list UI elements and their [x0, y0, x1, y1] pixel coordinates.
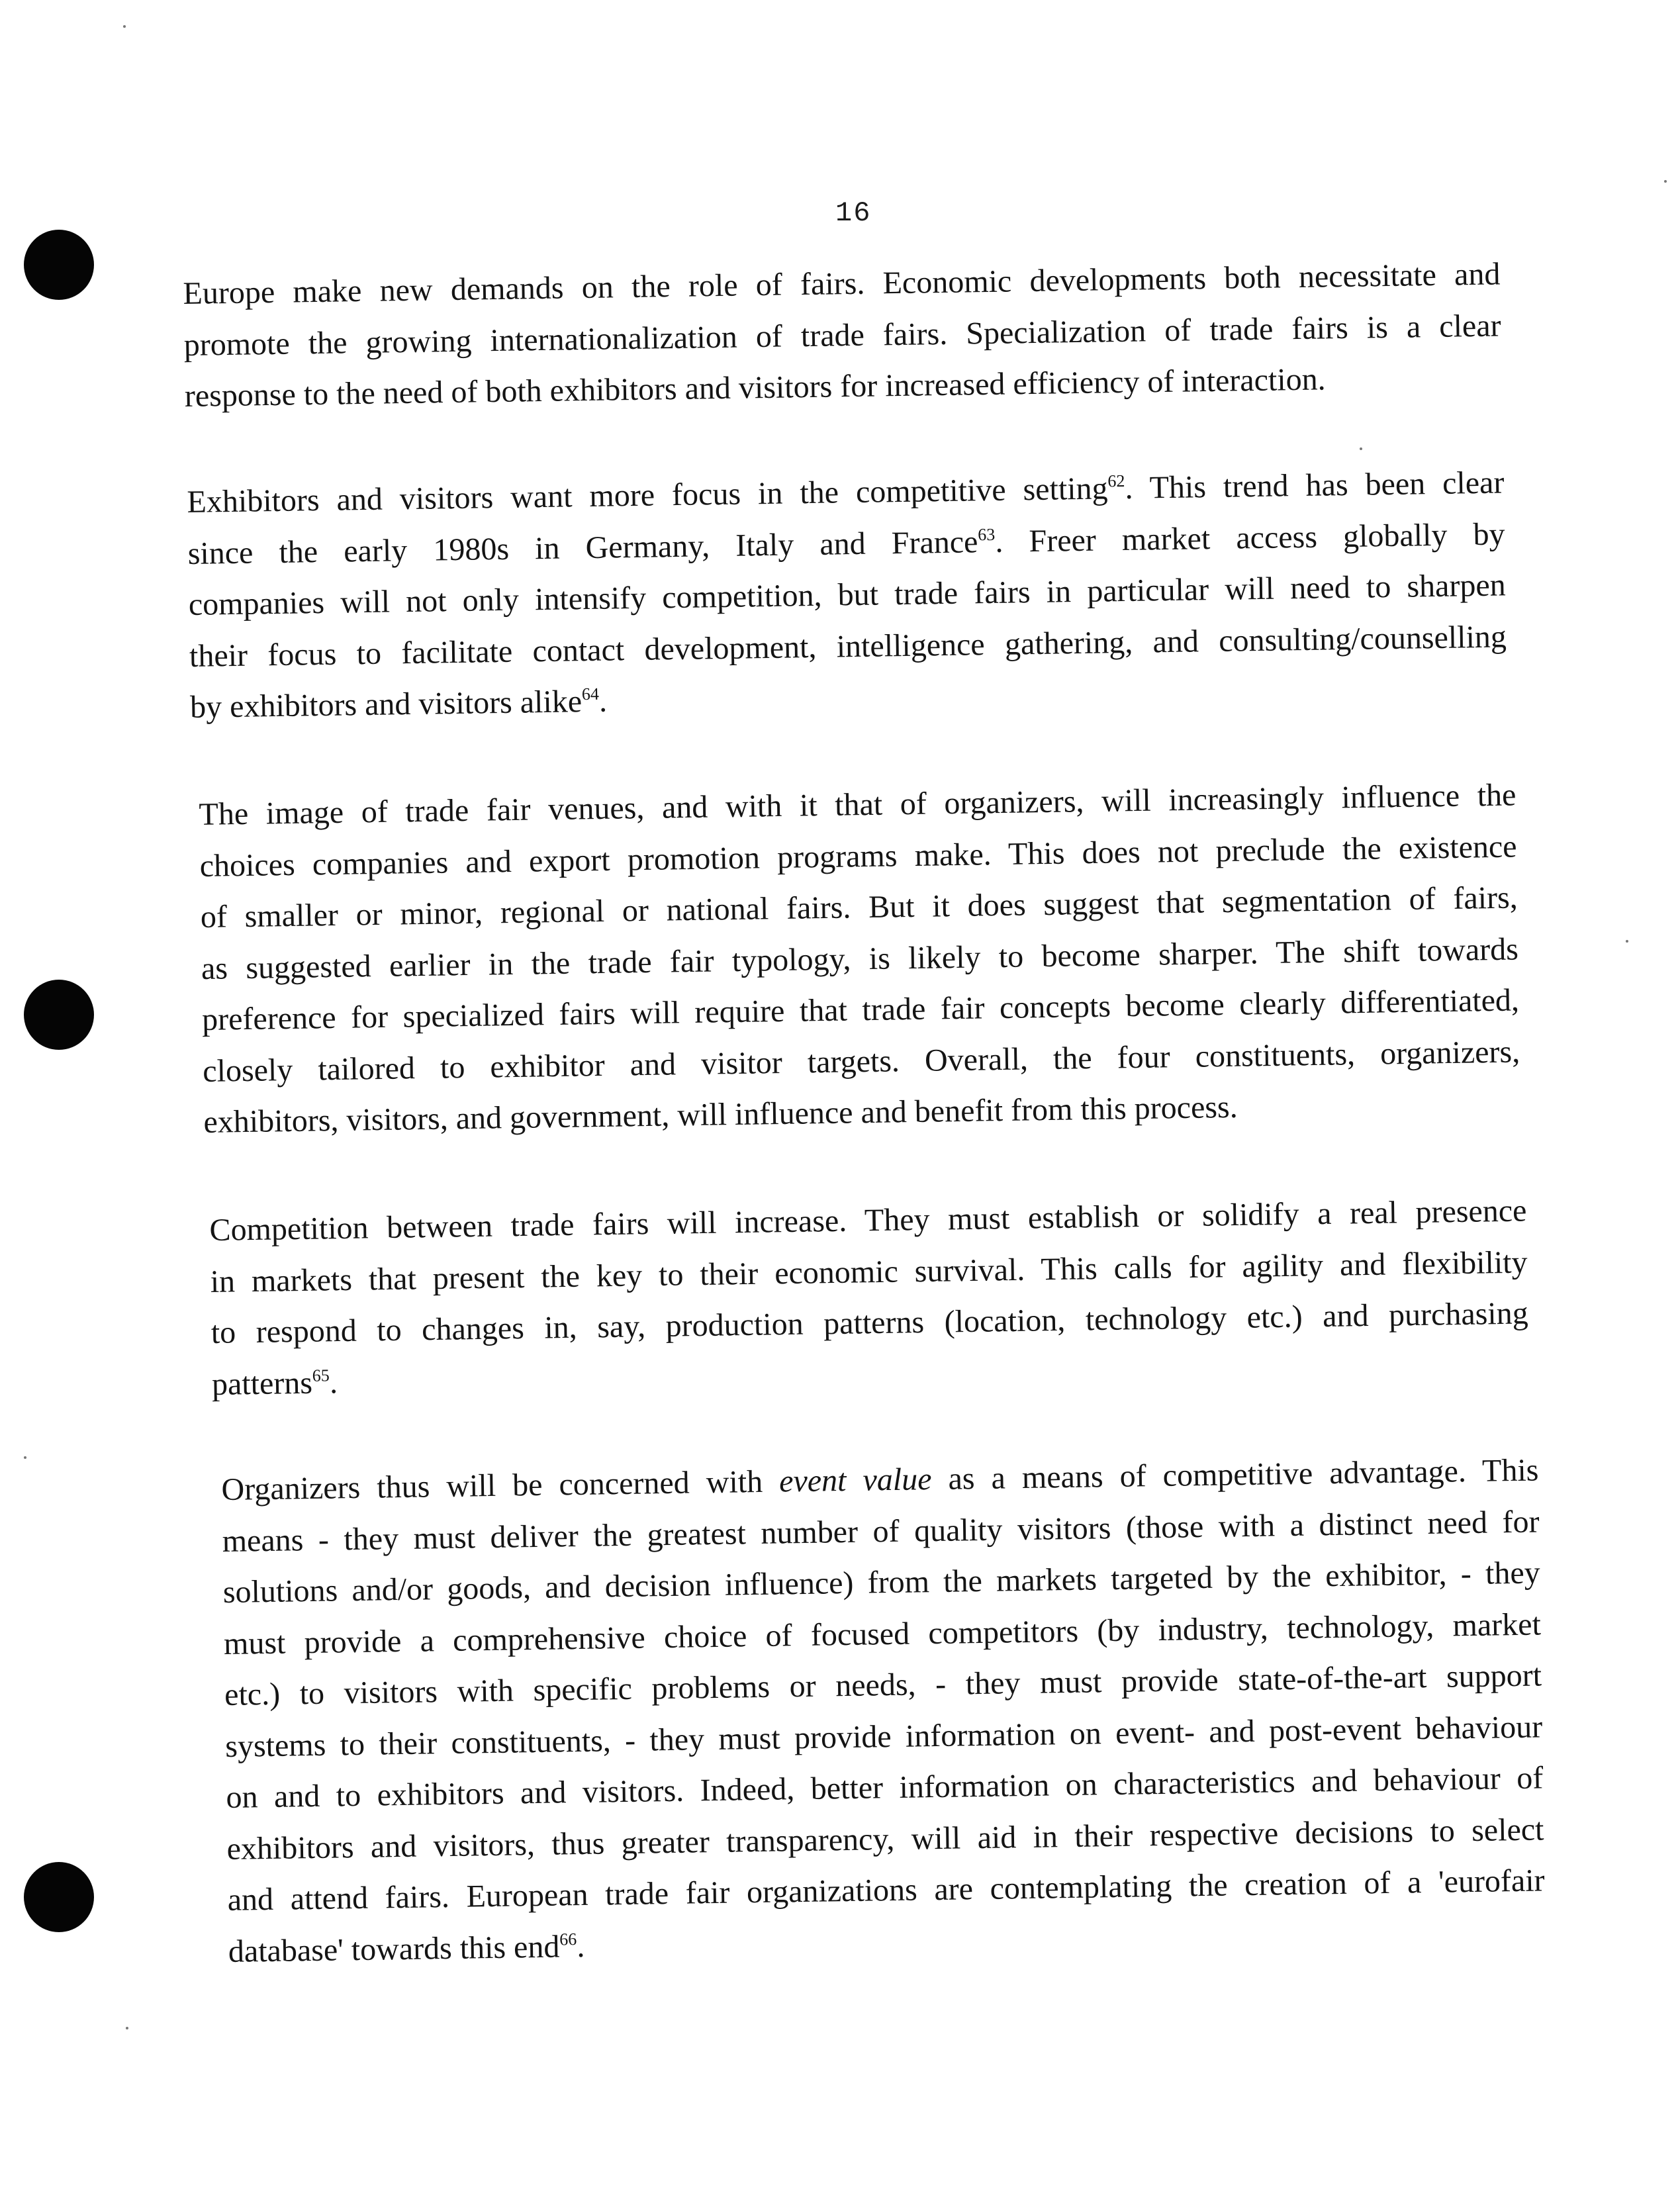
text-line: patterns$^{65}$. — [211, 1364, 338, 1402]
paragraph-1 — [183, 248, 1502, 422]
text-line: The image of trade fair venues, and with it that of organizers, will increasingly influence the — [199, 777, 1517, 832]
text-line: promote the growing internationalization of trade fairs. Specialization of trade fairs is a clear — [183, 307, 1501, 363]
scan-speck — [1626, 940, 1628, 943]
text-line: since the early 1980s in Germany, Italy and France$^{63}$. Freer market access globally by — [187, 516, 1505, 571]
footnote-ref: 63 — [978, 524, 996, 544]
text-line: their focus to facilitate contact development, intelligence gathering, and consulting/counselling — [189, 618, 1507, 674]
text-line: exhibitors, visitors, and government, will influence and benefit from this process. — [203, 1089, 1238, 1140]
text-line: database' towards this end$^{66}$. — [228, 1928, 585, 1969]
text-line: response to the need of both exhibitors and visitors for increased efficiency of interaction. — [184, 361, 1326, 414]
paragraph-4 — [209, 1185, 1529, 1409]
text-line: means - they must deliver the greatest number of quality visitors (those with a distinct need for — [222, 1503, 1540, 1559]
emphasis-text: event value — [778, 1462, 932, 1499]
text-line: in markets that present the key to their economic survival. This calls for agility and flexibility — [210, 1244, 1528, 1299]
text-line: Organizers thus will be concerned with event value as a means of competitive advantage. This — [221, 1452, 1539, 1507]
scan-speck — [126, 2027, 128, 2029]
text-line: etc.) to visitors with specific problems or needs, - they must provide state-of-the-art support — [224, 1657, 1542, 1712]
text-line: by exhibitors and visitors alike$^{64}$. — [189, 683, 608, 725]
footnote-ref: 66 — [559, 1929, 577, 1949]
text-line: closely tailored to exhibitor and visitor targets. Overall, the four constituents, organizers, — [202, 1033, 1520, 1089]
text-line: and attend fairs. European trade fair organizations are contemplating the creation of a 'eurofair — [227, 1863, 1545, 1918]
footnote-ref: 64 — [581, 684, 600, 704]
binder-hole-top — [24, 230, 94, 300]
text-line: must provide a comprehensive choice of focused competitors (by industry, technology, market — [223, 1606, 1542, 1661]
binder-hole-middle — [24, 980, 94, 1050]
text-line: companies will not only intensify competition, but trade fairs in particular will need to sharpen — [188, 567, 1507, 622]
text-line: preference for specialized fairs will require that trade fair concepts become clearly differentiated, — [201, 982, 1520, 1037]
scan-speck — [1664, 180, 1667, 183]
text-line: on and to exhibitors and visitors. Indeed, better information on characteristics and behaviour of — [226, 1760, 1544, 1815]
text-line: systems to their constituents, - they must provide information on event- and post-event behaviour — [224, 1708, 1543, 1764]
binder-hole-bottom — [24, 1862, 94, 1932]
text-line: to respond to changes in, say, production patterns (location, technology etc.) and purchasing — [210, 1295, 1529, 1350]
scan-speck — [24, 1456, 26, 1459]
text-line: solutions and/or goods, and decision influence) from the markets targeted by the exhibitor, - they — [222, 1555, 1541, 1610]
text-line: Exhibitors and visitors want more focus in the competitive setting$^{62}$. This trend has been clear — [187, 465, 1505, 520]
page-number: 16 — [835, 197, 872, 229]
text-line: Competition between trade fairs will increase. They must establish or solidify a real presence — [209, 1193, 1527, 1248]
paragraph-5 — [221, 1444, 1546, 1977]
text-line: as suggested earlier in the trade fair typology, is likely to become sharper. The shift towards — [201, 931, 1519, 986]
text-line: Europe make new demands on the role of fairs. Economic developments both necessitate and — [183, 256, 1501, 311]
scan-speck — [123, 25, 126, 28]
paragraph-2 — [187, 457, 1508, 733]
paragraph-3 — [199, 769, 1521, 1148]
footnote-ref: 65 — [312, 1365, 330, 1385]
scan-speck — [1360, 447, 1362, 450]
text-line: choices companies and export promotion programs make. This does not preclude the existence — [199, 828, 1517, 884]
footnote-ref: 62 — [1107, 471, 1125, 491]
text-line: of smaller or minor, regional or national fairs. But it does suggest that segmentation of fairs, — [200, 880, 1518, 935]
text-line: exhibitors and visitors, thus greater transparency, will aid in their respective decisions to select — [226, 1811, 1544, 1867]
